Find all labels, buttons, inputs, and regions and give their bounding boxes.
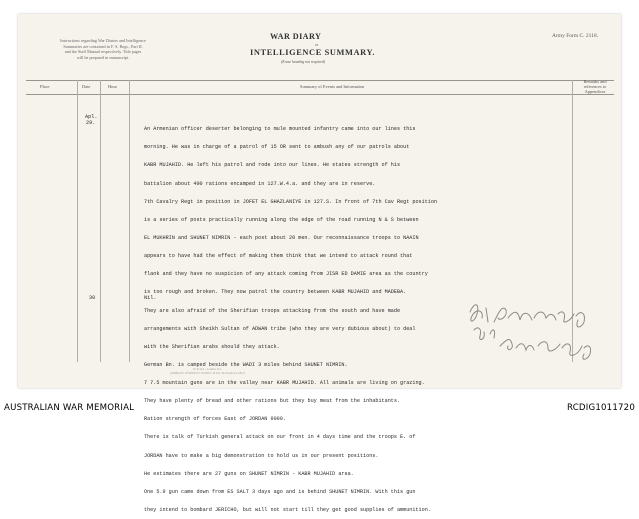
text-line: An Armenian officer deserter belonging to mule mounted infantry came into our lines this [144, 126, 416, 133]
imprint-line: (A8306) Wt. W5300/P713 750,000 1/16 Sch. 52a Forms/C2118/13 [170, 371, 245, 375]
text-line: They are also afraid of the Sherifian troops attacking from the south and have made [144, 307, 401, 314]
remarks-line: references to [583, 84, 607, 90]
text-line: He estimates there are 27 guns on SHUNET NIMRIN - KABR MUJAHID area. [144, 470, 354, 477]
instructions-note [28, 38, 178, 60]
text-line: EL MUKHRIN and SHUNET NIMRIN - each post about 20 men. Our reconnaissance troops to NAAIN [144, 234, 419, 241]
column-header-hour: Hour [108, 84, 118, 89]
entry-date-day: 29. [86, 120, 96, 126]
text-line: 7th Cavalry Regt in position in JOFET EL GHAZLANIYE in 127.S. In front of 7th Cav Regt position [144, 198, 438, 205]
text-line: with the Sherifian arabs should they attack. [144, 343, 280, 350]
entry-date-month: Apl. [85, 114, 98, 120]
imprint-line: W. D. & L., London, E.C. [193, 368, 222, 371]
text-line: is a series of posts practically running along the edge of the road running N & S between [144, 216, 419, 223]
text-line: German Bn. is camped beside the WADI 3 miles behind SHUNET NIMRIN. [144, 361, 348, 368]
instructions-line: will be prepared in manuscript. [76, 54, 130, 60]
text-line: One 5.9 gun came down from ES SALT 3 days ago and is behind SHUNET NIMRIN. With this gun [144, 488, 416, 495]
column-divider [77, 80, 78, 362]
title-war-diary: WAR DIARY [270, 32, 322, 41]
instructions-line: and the Staff Manual respectively. Title pages [64, 49, 142, 55]
text-line: they intend to bombard JERICHO, but will not start till they get good supplies of ammunition. [144, 507, 431, 514]
text-line: 7 7.5 mountain guns are in the valley near KABR MUJAHID. All animals are living on grazing. [144, 380, 425, 387]
entry-nil-text: Nil. [144, 295, 157, 301]
instructions-line: Instructions regarding War Diaries and Intelligence [60, 38, 146, 43]
column-header-summary: Summary of Events and Information [300, 84, 365, 89]
text-line: Ration strength of forces East of JORDAN 9000. [144, 416, 286, 423]
archive-reference: RCDIG1011720 [566, 403, 635, 413]
entry-date-day: 30 [89, 295, 96, 301]
text-line: arrangements with Sheikh Sultan of ADWAN tribe (who they are very dubious about) to deal [144, 325, 416, 332]
title-or: or [315, 43, 318, 47]
column-header-place: Place [40, 84, 50, 89]
table-top-rule [26, 80, 614, 81]
column-header-date: Date [82, 84, 91, 89]
text-line: KABR MUJAHID. He left his patrol and rode into our lines. He states strength of his [144, 162, 401, 169]
text-line: There is talk of Turkish general attack on our front in 4 days time and the troops E. of [144, 434, 416, 441]
text-line: battalion about 400 rations encamped in 127.W.4.a. and they are in reserve. [144, 180, 376, 187]
text-line: flank and they have no suspicion of any attack coming from JISR ED DAMIE area as the country [144, 271, 428, 278]
title-intelligence-summary: INTELLIGENCE SUMMARY. [250, 48, 376, 57]
text-line: They have plenty of bread and other rations but they buy meat from the inhabitants. [144, 398, 401, 405]
remarks-line: Appendices [584, 89, 606, 95]
text-line: appears to have had the effect of making them think that we intend to attack round that [144, 253, 413, 260]
archive-credit: AUSTRALIAN WAR MEMORIAL [4, 403, 135, 413]
text-line: is too rough and broken. They now patrol the country between KABR MUJAHID and MADEBA. [144, 289, 407, 296]
table-header-rule [26, 94, 614, 95]
text-line: morning. He was in charge of a patrol of 15 OR sent to ambush any of our patrols about [144, 144, 410, 151]
text-line: JORDAN have to make a big demonstration to hold us in our present positions. [144, 452, 379, 459]
column-divider [100, 80, 101, 362]
printer-imprint [170, 368, 245, 375]
instructions-line: Summaries are contained in F. S. Regs., Part II. [63, 43, 143, 49]
column-header-remarks [575, 79, 615, 95]
title-erase-note: (Erase heading not required) [281, 60, 326, 64]
remarks-line: Remarks and [583, 79, 607, 84]
column-divider [129, 80, 130, 362]
handwritten-signature [462, 300, 602, 370]
army-form-number: Army Form C. 2118. [552, 33, 599, 39]
